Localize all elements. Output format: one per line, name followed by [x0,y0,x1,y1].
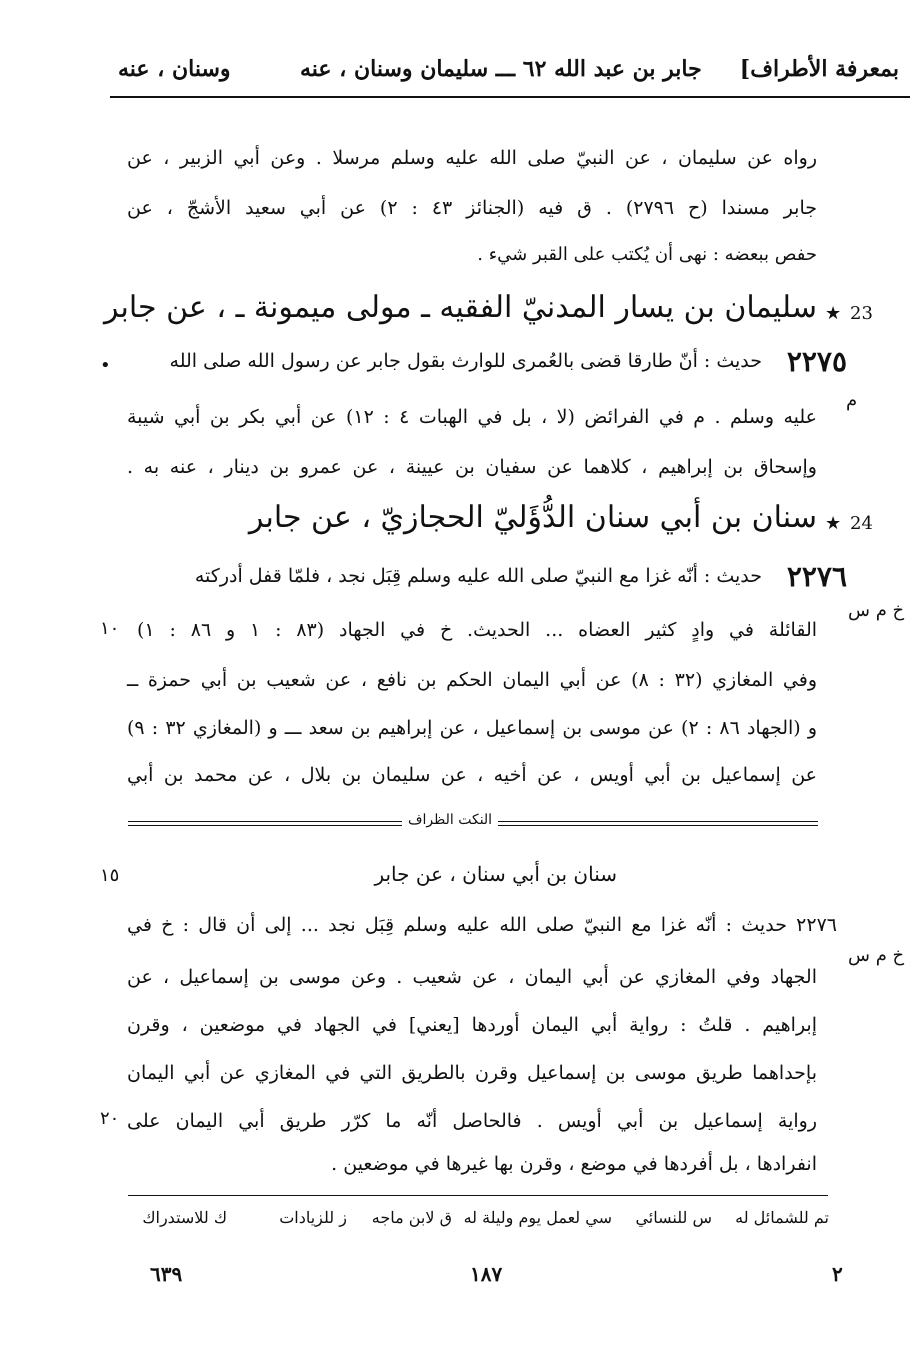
text-line: وفي المغازي (٣٢ : ٨) عن أبي اليمان الحكم بن نافع ، عن شعيب بن أبي حمزة ــ [127,669,818,691]
text-line: القائلة في وادٍ كثير العضاه ... الحديث. خ في الجهاد (٨٣ : ١ و ٨٦ : ١) [137,619,818,641]
margin-sigla: م [846,390,858,411]
margin-sigla: خ م س [848,945,905,966]
footer-right-number: ٢ [832,1262,843,1286]
footnote-item: ز للزيادات [279,1208,347,1227]
divider-label: النكت الظراف [402,812,498,828]
hadith-number: ٢٢٧٥ [786,345,847,378]
footnote-item: ق لابن ماجه [371,1208,452,1227]
header-center-title: جابر بن عبد الله ٦٢ ـــ سليمان وسنان ، عنه [300,56,702,82]
section-number: 24 [850,513,873,534]
text-line: حديث : أنّ طارقا قضى بالعُمرى للوارث بقول جابر عن رسول الله صلى الله [169,350,762,372]
text-line: وإسحاق بن إبراهيم ، كلاهما عن سفيان بن عيينة ، عن عمرو بن دينار ، عنه به . [127,456,817,478]
hadith-number: ٢٢٧٦ [786,560,847,593]
header-right-title: بمعرفة الأطراف] [739,56,899,82]
star-icon: ★ [825,303,842,324]
line-number: ١٥ [100,865,120,886]
nukat-heading: سنان بن أبي سنان ، عن جابر [374,862,617,886]
star-icon: ★ [825,513,842,534]
page-number: ١٨٧ [470,1262,503,1286]
section-number: 23 [850,303,873,324]
section-heading: سليمان بن يسار المدنيّ الفقيه ـ مولى ميمونة ـ ، عن جابر [103,290,817,325]
text-line: ٢٢٧٦ حديث : أنّه غزا مع النبيّ صلى الله عليه وسلم قِبَل نجد ... إلى أن قال : خ في [127,914,837,936]
section-heading: سنان بن أبي سنان الدُّؤَليّ الحجازيّ ، عن جابر [248,500,817,535]
text-line: انفرادها ، بل أفردها في موضع ، وقرن بها غيرها في موضعين . [331,1153,817,1175]
footnote-item: س للنسائي [635,1208,712,1227]
footnote-rule [128,1195,828,1196]
footer-left-number: ٦٣٩ [150,1262,183,1286]
text-line: الجهاد وفي المغازي عن أبي اليمان ، عن شعيب . وعن موسى بن إسماعيل ، عن [127,966,817,988]
line-number: ١٠ [100,618,120,639]
text-line: حفص ببعضه : نهى أن يُكتب على القبر شيء . [477,244,817,265]
text-line: عن إسماعيل بن أبي أويس ، عن أخيه ، عن سليمان بن بلال ، عن محمد بن أبي [127,764,817,786]
header-left-title: وسنان ، عنه [118,56,231,82]
footnote-item: تم للشمائل له [735,1208,829,1227]
text-line: حديث : أنّه غزا مع النبيّ صلى الله عليه وسلم قِبَل نجد ، فلمّا قفل أدركته [194,565,762,587]
text-line: بإحداهما طريق موسى بن إسماعيل وقرن بالطريق التي في المغازي عن أبي اليمان [127,1062,817,1084]
text-line: رواية إسماعيل بن أبي أويس . فالحاصل أنّه ما كرّر طريق أبي اليمان على [127,1110,817,1132]
margin-sigla: خ م س [848,600,905,621]
text-line: إبراهيم . قلتُ : رواية أبي اليمان أوردها [يعني] في الجهاد في موضعين ، وقرن [127,1014,817,1036]
text-line: رواه عن سليمان ، عن النبيّ صلى الله عليه وسلم مرسلا . وعن أبي الزبير ، عن [127,147,817,169]
text-line: عليه وسلم . م في الفرائض (لا ، بل في الهبات ٤ : ١٢) عن أبي بكر بن أبي شيبة [127,406,818,428]
header-rule [110,96,910,98]
footnote-item: ك للاستدراك [142,1208,227,1227]
text-line: و (الجهاد ٨٦ : ٢) عن موسى بن إسماعيل ، عن إبراهيم بن سعد ـــ و (المغازي ٣٢ : ٩) [127,717,818,739]
text-line: جابر مسندا (ح ٢٧٩٦) . ق فيه (الجنائز ٤٣ : ٢) عن أبي سعيد الأشجّ ، عن [127,197,817,219]
line-number: ٢٠ [100,1108,120,1129]
margin-dot: • [100,355,111,376]
footnote-item: سي لعمل يوم وليلة له [463,1208,612,1227]
